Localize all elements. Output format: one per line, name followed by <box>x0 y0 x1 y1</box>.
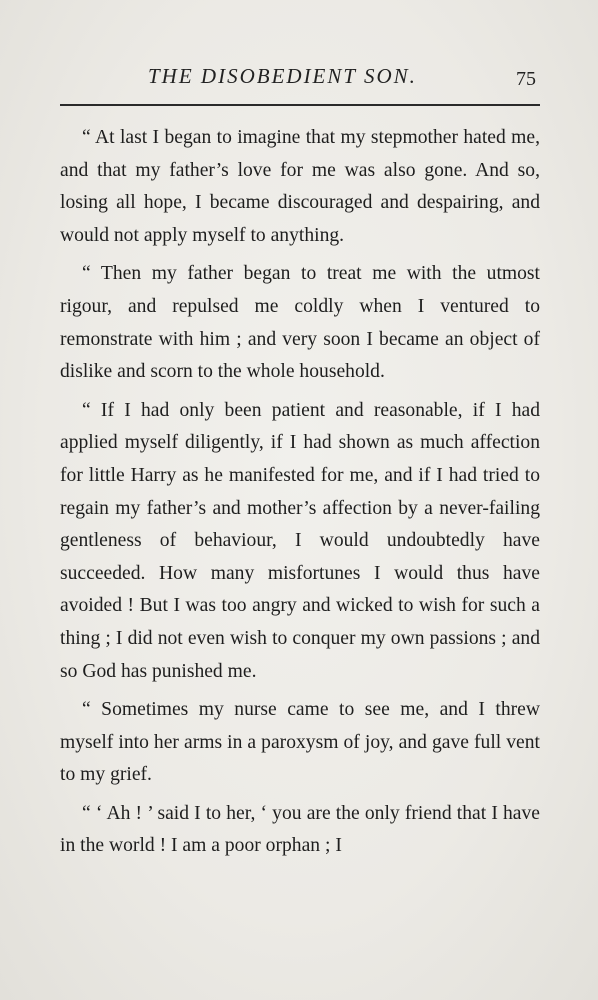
paragraph: “ At last I began to imagine that my stepmother hated me, and that my father’s love for me was also gone. And so, losing all hope, I became discouraged and despairing, and would not apply myself to anything. <box>60 127 540 246</box>
page-number: 75 <box>516 68 536 90</box>
paragraph: “ Then my father began to treat me with the utmost rigour, and repulsed me coldly when I ventured to remonstrate with him ; and very soon I became an object of dislike and scorn to the whole household. <box>60 263 540 383</box>
paragraph: “ If I had only been patient and reasonable, if I had applied myself diligently, if I had shown as much affection for little Harry as he manifested for me, and if I had tried to regain my father’s and mother’s affection by a never-failing gentleness of behaviour, I would undoubtedly have succeeded. How many misfortunes I would thus have avoided ! But I was too angry and wicked to wish for such a thing ; I did not even wish to conquer my own passions ; and so God has punished me. <box>60 399 540 682</box>
header-rule <box>60 104 540 106</box>
body-text <box>60 122 540 869</box>
paragraph: “ ‘ Ah ! ’ said I to her, ‘ you are the only friend that I have in the world ! I am a poor orphan ; I <box>60 802 540 857</box>
running-title: THE DISOBEDIENT SON. <box>148 64 417 88</box>
paragraph: “ Sometimes my nurse came to see me, and I threw myself into her arms in a paroxysm of joy, and gave full vent to my grief. <box>60 699 540 786</box>
running-head <box>60 62 538 96</box>
